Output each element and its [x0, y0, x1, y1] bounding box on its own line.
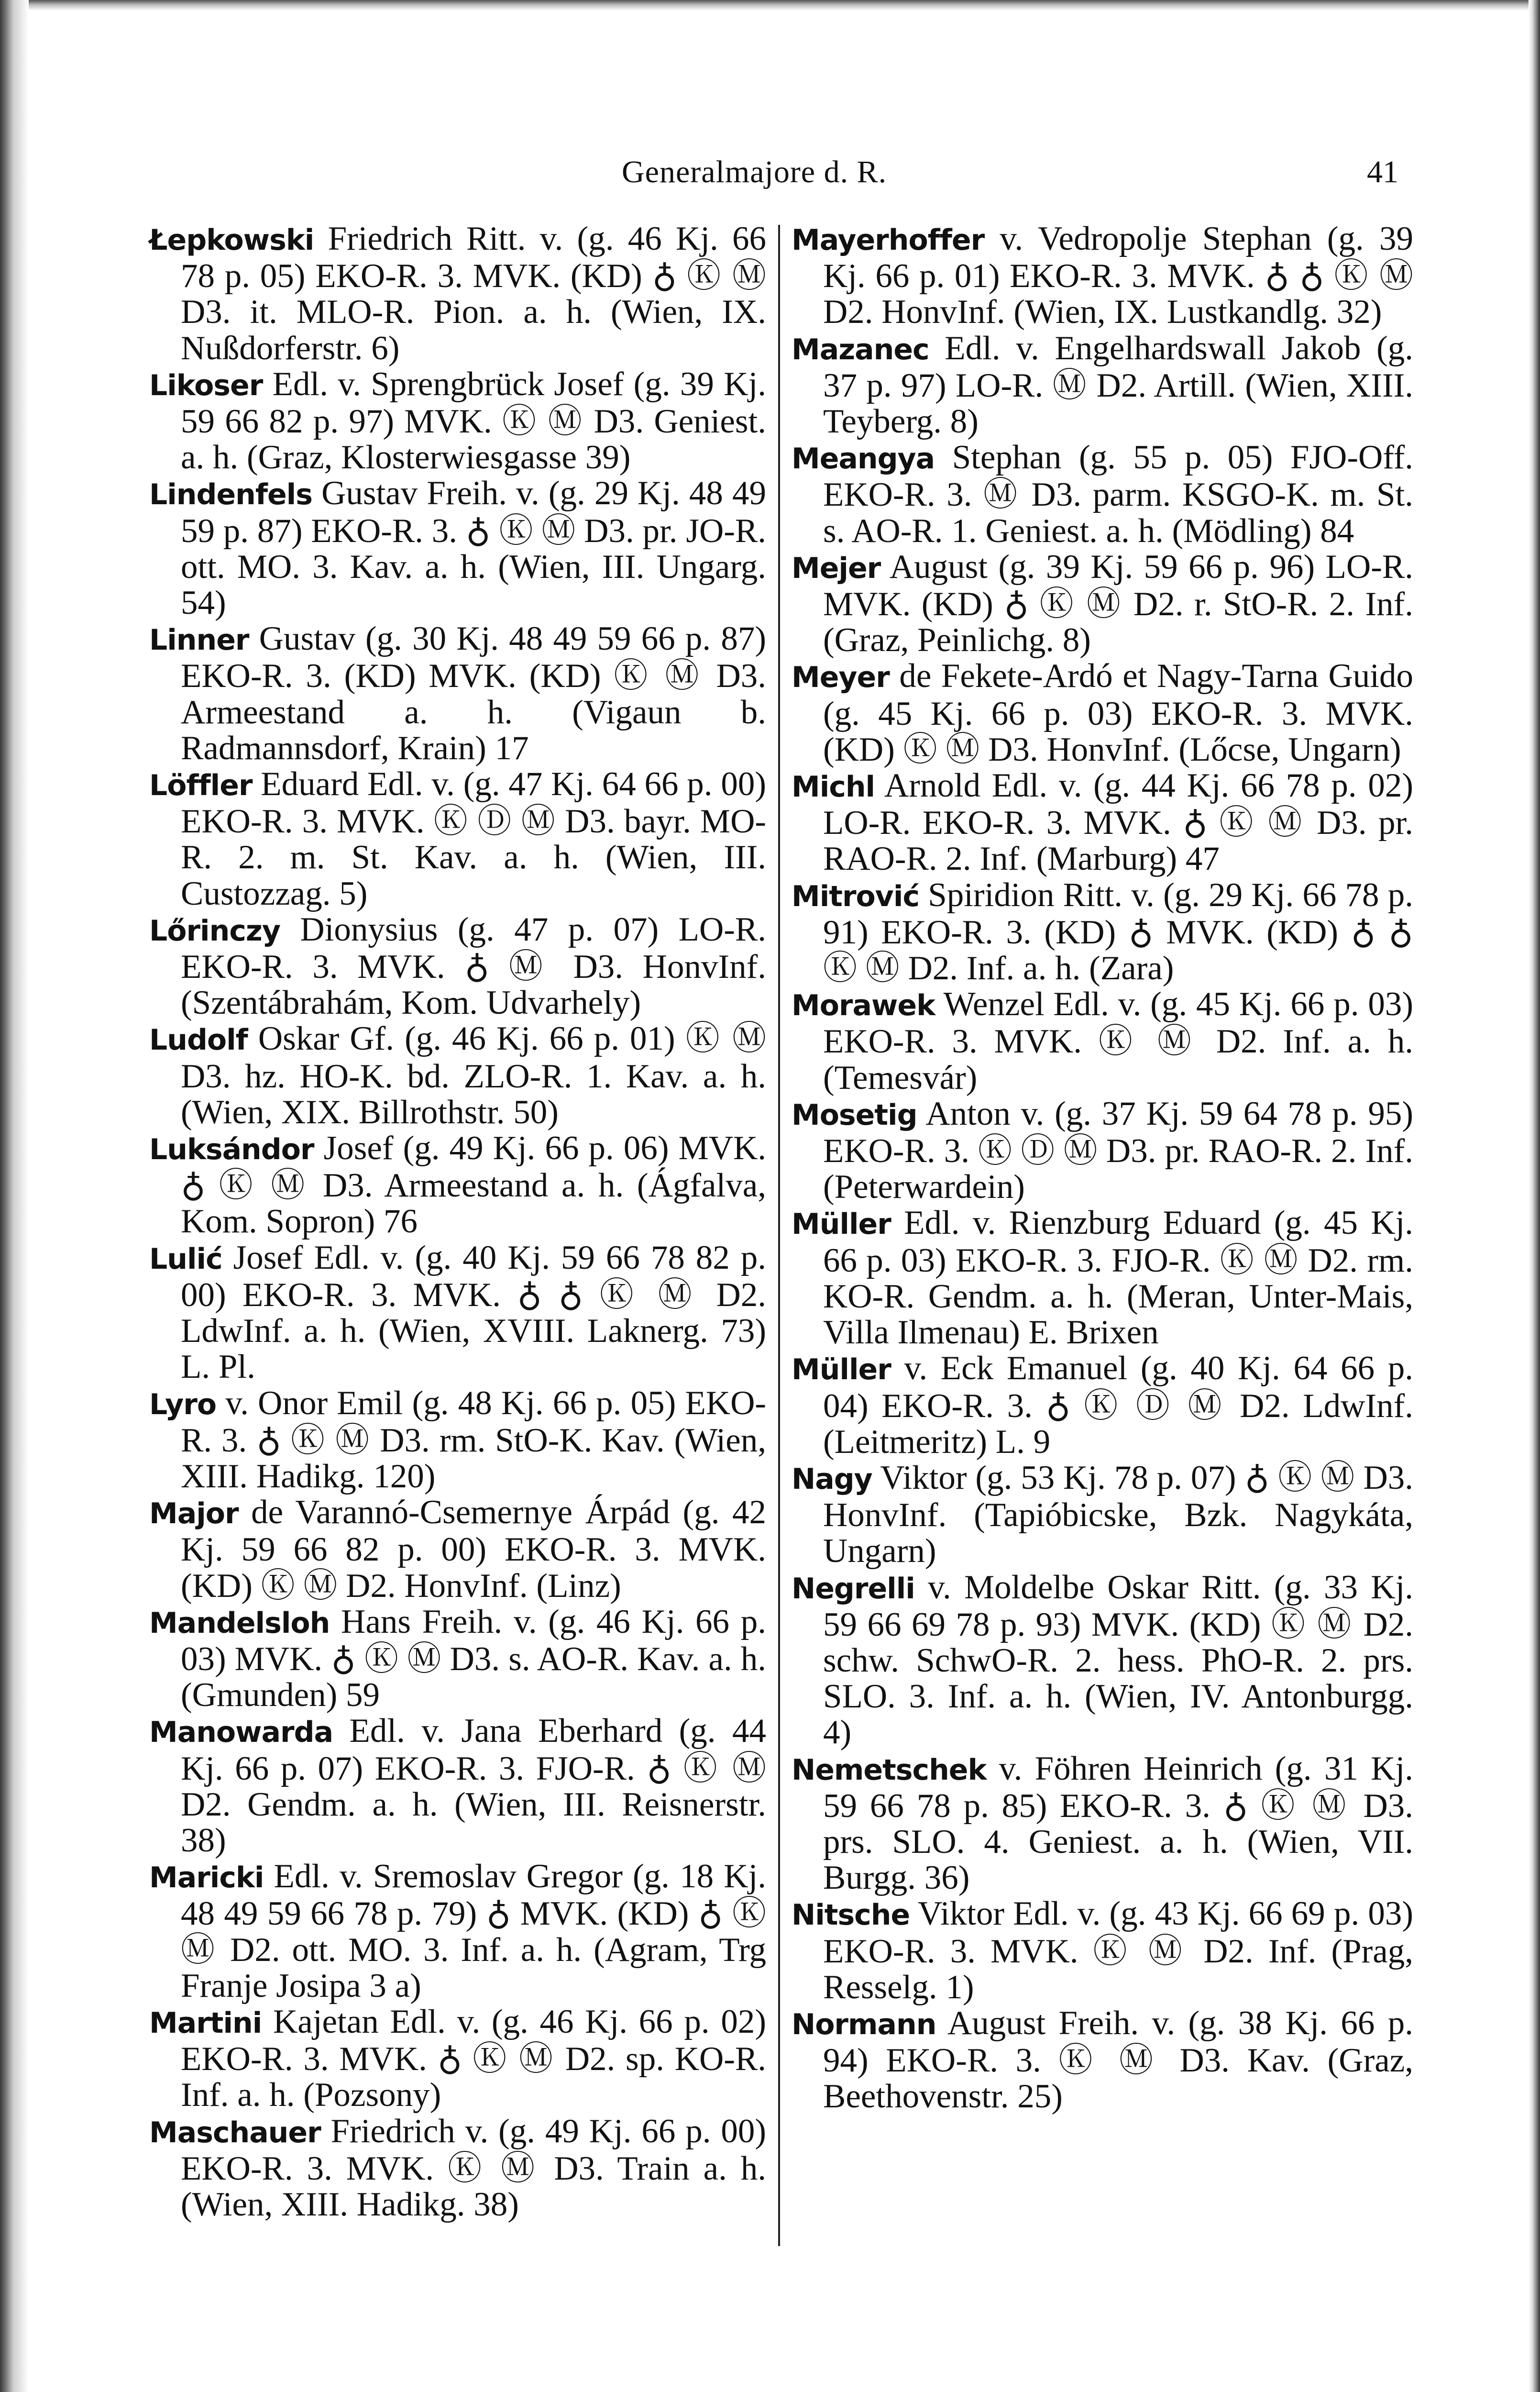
- directory-entry: [149, 621, 766, 766]
- entry-details: Viktor (g. 53 Kj. 78 p. 07) ♁ Ⓚ Ⓜ D3. HonvInf. (Tapióbicske, Bzk. Nagykáta, Ungarn): [823, 1459, 1413, 1570]
- entry-details: Eduard Edl. v. (g. 47 Kj. 64 66 p. 00) EKO-R. 3. MVK. Ⓚ Ⓓ Ⓜ D3. bayr. MO-R. 2. m. St. Kav. a. h. (Wien, III. Custozzag. 5): [181, 765, 766, 912]
- entry-details: Oskar Gf. (g. 46 Kj. 66 p. 01) Ⓚ Ⓜ D3. hz. HO-K. bd. ZLO-R. 1. Kav. a. h. (Wien, XIX. Billrothstr. 50): [181, 1020, 766, 1131]
- entry-surname: Lulić: [149, 1242, 222, 1276]
- directory-entry: [792, 877, 1413, 987]
- left-column: [149, 221, 766, 2223]
- entry-surname: Meyer: [792, 661, 890, 695]
- entry-surname: Lyro: [149, 1387, 217, 1421]
- entry-details: Edl. v. Sremoslav Gregor (g. 18 Kj. 48 49 59 66 78 p. 79) ♁ MVK. (KD) ♁ Ⓚ Ⓜ D2. ott. MO. 3. Inf. a. h. (Agram, Trg Franje Josipa 3 a): [181, 1858, 766, 2004]
- entry-surname: Mazanec: [792, 332, 929, 366]
- entry-details: Dionysius (g. 47 p. 07) LO-R. EKO-R. 3. MVK. ♁ Ⓜ D3. HonvInf. (Szentábrahám, Kom. Udvarhely): [181, 910, 766, 1022]
- directory-entry: [792, 2005, 1413, 2115]
- entry-details: v. Föhren Heinrich (g. 31 Kj. 59 66 78 p. 85) EKO-R. 3. ♁ Ⓚ Ⓜ D3. prs. SLO. 4. Geniest. a. h. (Wien, VII. Burgg. 36): [823, 1750, 1413, 1897]
- entry-details: de Varannó-Csemernye Árpád (g. 42 Kj. 59 66 82 p. 00) EKO-R. 3. MVK. (KD) Ⓚ Ⓜ D2. HonvInf. (Linz): [181, 1494, 766, 1605]
- entry-details: Friedrich Ritt. v. (g. 46 Kj. 66 78 p. 05) EKO-R. 3. MVK. (KD) ♁ Ⓚ Ⓜ D3. it. MLO-R. Pion. a. h. (Wien, IX. Nußdorferstr. 6): [181, 220, 766, 367]
- entry-surname: Müller: [792, 1353, 891, 1387]
- running-header: Generalmajore d. R.: [622, 155, 887, 189]
- entry-details: Edl. v. Engelhardswall Jakob (g. 37 p. 97) LO-R. Ⓜ D2. Artill. (Wien, XIII. Teyberg. 8): [823, 329, 1413, 441]
- directory-entry: [149, 1495, 766, 1604]
- entry-surname: Mejer: [792, 551, 881, 585]
- directory-entry: [792, 440, 1413, 549]
- directory-entry: [149, 1385, 766, 1495]
- directory-entry: [149, 1021, 766, 1130]
- entry-surname: Manowarda: [149, 1716, 333, 1750]
- page-number: 41: [1367, 155, 1398, 189]
- entry-surname: Müller: [792, 1207, 891, 1241]
- scan-edge-top: [0, 0, 1540, 11]
- entry-details: Josef Edl. v. (g. 40 Kj. 59 66 78 82 p. 00) EKO-R. 3. MVK. ♁ ♁ Ⓚ Ⓜ D2. LdwInf. a. h. (Wien, XVIII. Laknerg. 73) L. Pl.: [181, 1239, 766, 1386]
- entry-details: August (g. 39 Kj. 59 66 p. 96) LO-R. MVK. (KD) ♁ Ⓚ Ⓜ D2. r. StO-R. 2. Inf. (Graz, Peinlichg. 8): [823, 548, 1413, 659]
- entry-details: Gustav (g. 30 Kj. 48 49 59 66 p. 87) EKO-R. 3. (KD) MVK. (KD) Ⓚ Ⓜ D3. Armeestand a. h. (Vigaun b. Radmannsdorf, Krain) 17: [181, 620, 766, 767]
- entry-surname: Nagy: [792, 1462, 872, 1496]
- entry-details: Viktor Edl. v. (g. 43 Kj. 66 69 p. 03) EKO-R. 3. MVK. Ⓚ Ⓜ D2. Inf. (Prag, Resselg. 1): [823, 1895, 1413, 2006]
- entry-details: Stephan (g. 55 p. 05) FJO-Off. EKO-R. 3. Ⓜ D3. parm. KSGO-K. m. St. s. AO-R. 1. Geniest. a. h. (Mödling) 84: [823, 439, 1413, 550]
- entry-surname: Mayerhoffer: [792, 223, 985, 257]
- entry-details: Spiridion Ritt. v. (g. 29 Kj. 66 78 p. 91) EKO-R. 3. (KD) ♁ MVK. (KD) ♁ ♁ Ⓚ Ⓜ D2. Inf. a. h. (Zara): [823, 876, 1413, 987]
- entry-details: v. Onor Emil (g. 48 Kj. 66 p. 05) EKO-R. 3. ♁ Ⓚ Ⓜ D3. rm. StO-K. Kav. (Wien, XIII. Hadikg. 120): [181, 1384, 766, 1495]
- entry-details: v. Eck Emanuel (g. 40 Kj. 64 66 p. 04) EKO-R. 3. ♁ Ⓚ Ⓓ Ⓜ D2. LdwInf. (Leitmeritz) L. 9: [823, 1350, 1413, 1461]
- entry-surname: Linner: [149, 623, 249, 657]
- directory-entry: [149, 766, 766, 912]
- right-column: [792, 221, 1413, 2115]
- directory-entry: [792, 1896, 1413, 2005]
- entry-surname: Nitsche: [792, 1898, 910, 1932]
- entry-surname: Negrelli: [792, 1572, 915, 1606]
- entry-surname: Mitrović: [792, 879, 920, 913]
- entry-surname: Maricki: [149, 1861, 264, 1895]
- entry-details: Arnold Edl. v. (g. 44 Kj. 66 78 p. 02) LO-R. EKO-R. 3. MVK. ♁ Ⓚ Ⓜ D3. pr. RAO-R. 2. Inf. (Marburg) 47: [823, 767, 1413, 878]
- directory-entry: [149, 2114, 766, 2223]
- entry-surname: Michl: [792, 770, 875, 804]
- directory-entry: [149, 912, 766, 1021]
- directory-entry: [792, 1751, 1413, 1896]
- directory-entry: [149, 1713, 766, 1859]
- entry-details: v. Moldelbe Oskar Ritt. (g. 33 Kj. 59 66 69 78 p. 93) MVK. (KD) Ⓚ Ⓜ D2. schw. SchwO-R. 2. hess. PhO-R. 2. prs. SLO. 3. Inf. a. h. (Wien, IV. Antonburgg. 4): [823, 1568, 1413, 1751]
- directory-entry: [149, 2004, 766, 2114]
- entry-details: Edl. v. Jana Eberhard (g. 44 Kj. 66 p. 07) EKO-R. 3. FJO-R. ♁ Ⓚ Ⓜ D2. Gendm. a. h. (Wien, III. Reisnerstr. 38): [181, 1712, 766, 1859]
- directory-entry: [149, 1859, 766, 2004]
- entry-details: Anton v. (g. 37 Kj. 59 64 78 p. 95) EKO-R. 3. Ⓚ Ⓓ Ⓜ D3. pr. RAO-R. 2. Inf. (Peterwardein): [823, 1095, 1413, 1206]
- scan-edge-right: [1529, 0, 1540, 2392]
- directory-entry: [792, 1460, 1413, 1570]
- entry-surname: Major: [149, 1497, 239, 1531]
- entry-details: Josef (g. 49 Kj. 66 p. 06) MVK. ♁ Ⓚ Ⓜ D3. Armeestand a. h. (Ágfalva, Kom. Sopron) 76: [181, 1130, 766, 1240]
- entry-details: August Freih. v. (g. 38 Kj. 66 p. 94) EKO-R. 3. Ⓚ Ⓜ D3. Kav. (Graz, Beethovenstr. 25): [823, 2004, 1413, 2115]
- entry-details: Edl. v. Rienzburg Eduard (g. 45 Kj. 66 p. 03) EKO-R. 3. FJO-R. Ⓚ Ⓜ D2. rm. KO-R. Gendm. a. h. (Meran, Unter-Mais, Villa Ilmenau) E. Brixen: [823, 1204, 1413, 1351]
- directory-entry: [792, 986, 1413, 1096]
- directory-entry: [149, 1240, 766, 1385]
- entry-details: Gustav Freih. v. (g. 29 Kj. 48 49 59 p. 87) EKO-R. 3. ♁ Ⓚ Ⓜ D3. pr. JO-R. ott. MO. 3. Kav. a. h. (Wien, III. Ungarg. 54): [181, 475, 766, 622]
- entry-surname: Meangya: [792, 442, 935, 476]
- directory-entry: [792, 1096, 1413, 1206]
- directory-entry: [792, 1205, 1413, 1351]
- directory-entry: [792, 658, 1413, 768]
- entry-details: Hans Freih. v. (g. 46 Kj. 66 p. 03) MVK. ♁ Ⓚ Ⓜ D3. s. AO-R. Kav. a. h. (Gmunden) 59: [181, 1603, 766, 1714]
- scan-edge-left: [0, 0, 29, 2392]
- entry-details: Friedrich v. (g. 49 Kj. 66 p. 00) EKO-R. 3. MVK. Ⓚ Ⓜ D3. Train a. h. (Wien, XIII. Hadikg. 38): [181, 2112, 766, 2223]
- entry-surname: Luksándor: [149, 1133, 314, 1167]
- entry-surname: Mandelsloh: [149, 1606, 330, 1640]
- entry-surname: Löffler: [149, 769, 253, 803]
- directory-entry: [792, 768, 1413, 877]
- directory-entry: [792, 1570, 1413, 1751]
- directory-entry: [149, 366, 766, 476]
- entry-details: de Fekete-Ardó et Nagy-Tarna Guido (g. 45 Kj. 66 p. 03) EKO-R. 3. MVK. (KD) Ⓚ Ⓜ D3. HonvInf. (Lőcse, Ungarn): [823, 657, 1413, 768]
- entry-surname: Mosetig: [792, 1098, 917, 1132]
- directory-entry: [149, 476, 766, 621]
- directory-entry: [792, 331, 1413, 440]
- directory-entry: [792, 221, 1413, 331]
- entry-surname: Lindenfels: [149, 478, 312, 512]
- directory-entry: [149, 1604, 766, 1714]
- entry-details: Edl. v. Sprengbrück Josef (g. 39 Kj. 59 66 82 p. 97) MVK. Ⓚ Ⓜ D3. Geniest. a. h. (Graz, Klosterwiesgasse 39): [181, 365, 766, 476]
- directory-entry: [792, 549, 1413, 659]
- directory-entry: [149, 1130, 766, 1240]
- entry-surname: Normann: [792, 2007, 936, 2041]
- entry-details: v. Vedropolje Stephan (g. 39 Kj. 66 p. 01) EKO-R. 3. MVK. ♁ ♁ Ⓚ Ⓜ D2. HonvInf. (Wien, IX. Lustkandlg. 32): [823, 220, 1413, 331]
- entry-surname: Ludolf: [149, 1023, 248, 1057]
- entry-details: Wenzel Edl. v. (g. 45 Kj. 66 p. 03) EKO-R. 3. MVK. Ⓚ Ⓜ D2. Inf. a. h. (Temesvár): [823, 986, 1413, 1096]
- entry-surname: Morawek: [792, 989, 935, 1023]
- column-divider: [778, 225, 780, 2246]
- entry-details: Kajetan Edl. v. (g. 46 Kj. 66 p. 02) EKO-R. 3. MVK. ♁ Ⓚ Ⓜ D2. sp. KO-R. Inf. a. h. (Pozsony): [181, 2003, 766, 2114]
- directory-entry: [149, 221, 766, 366]
- entry-surname: Likoser: [149, 368, 263, 402]
- entry-surname: Nemetschek: [792, 1753, 987, 1787]
- entry-surname: Lőrinczy: [149, 914, 280, 948]
- entry-surname: Maschauer: [149, 2115, 321, 2149]
- directory-entry: [792, 1351, 1413, 1460]
- entry-surname: Martini: [149, 2006, 262, 2040]
- entry-surname: Łepkowski: [149, 223, 314, 257]
